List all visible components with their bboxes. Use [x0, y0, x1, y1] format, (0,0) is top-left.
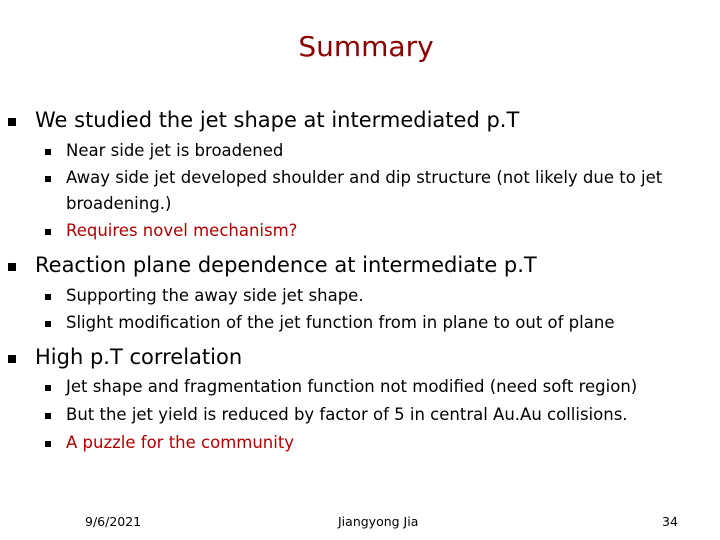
bullet-square-icon	[45, 385, 51, 391]
slide-title: Summary	[298, 30, 434, 63]
bullet-square-icon	[45, 149, 51, 155]
section-heading: High p.T correlation	[35, 345, 243, 369]
bullet-square-icon	[8, 355, 16, 363]
list-item-continuation: broadening.)	[66, 194, 172, 213]
bullet-square-icon	[8, 263, 16, 271]
bullet-square-icon	[45, 441, 51, 447]
footer-page-number: 34	[662, 514, 678, 529]
bullet-square-icon	[45, 413, 51, 419]
bullet-square-icon	[8, 118, 16, 126]
list-item-highlight: Requires novel mechanism?	[66, 221, 298, 240]
list-item: Near side jet is broadened	[66, 141, 284, 160]
section-heading: We studied the jet shape at intermediated p.T	[35, 108, 520, 132]
list-item: Away side jet developed shoulder and dip structure (not likely due to jet	[66, 168, 663, 187]
footer-date: 9/6/2021	[85, 514, 142, 529]
footer-author: Jiangyong Jia	[338, 514, 419, 529]
bullet-square-icon	[45, 176, 51, 182]
list-item: But the jet yield is reduced by factor of 5 in central Au.Au collisions.	[66, 405, 628, 424]
bullet-square-icon	[45, 321, 51, 327]
bullet-square-icon	[45, 229, 51, 235]
list-item-highlight: A puzzle for the community	[66, 433, 295, 452]
list-item: Supporting the away side jet shape.	[66, 286, 364, 305]
section-heading: Reaction plane dependence at intermediate p.T	[35, 253, 537, 277]
list-item: Slight modification of the jet function from in plane to out of plane	[66, 313, 615, 332]
bullet-square-icon	[45, 294, 51, 300]
list-item: Jet shape and fragmentation function not modified (need soft region)	[66, 377, 638, 396]
